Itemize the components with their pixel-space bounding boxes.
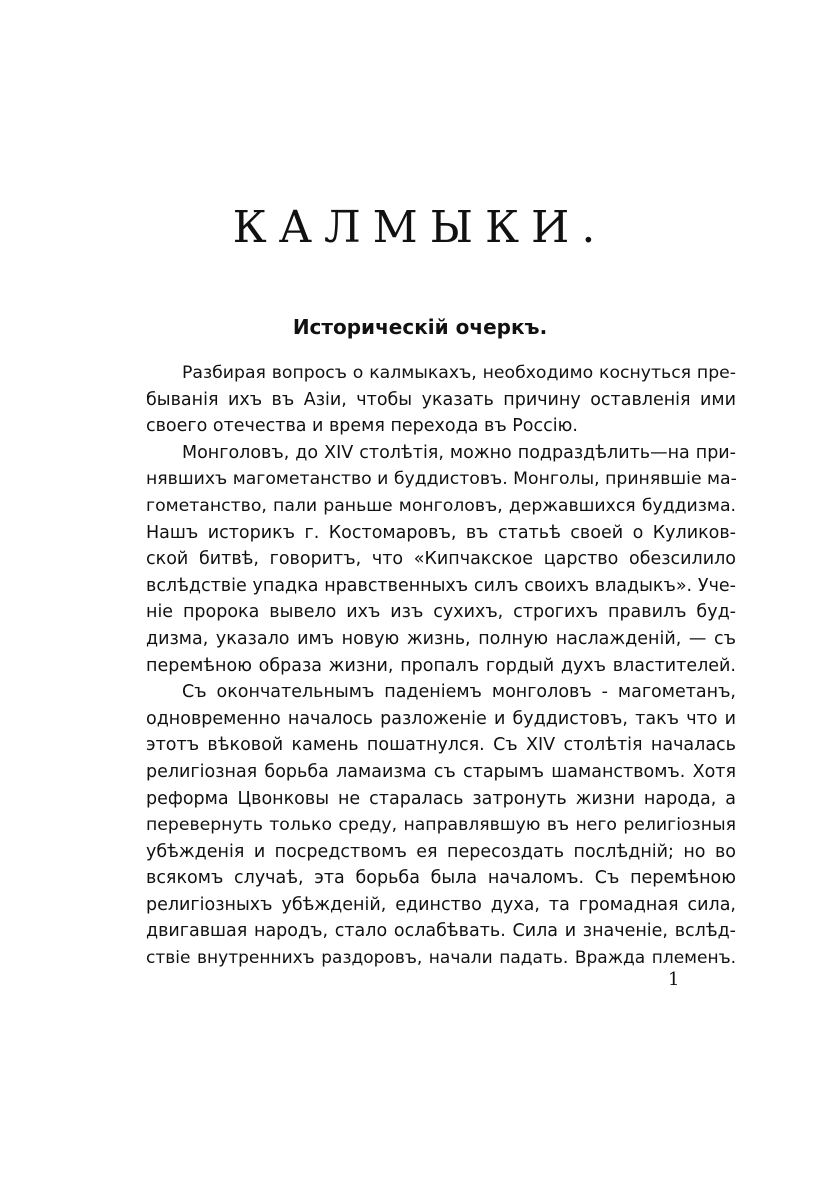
- text-line: всякомъ случаѣ, эта борьба была началомъ. Съ перемѣною: [146, 868, 736, 889]
- page-number: 1: [668, 969, 680, 990]
- text-line: реформа Цвонковы не старалась затронуть жизни народа, а: [146, 788, 736, 809]
- text-line: гометанство, пали раньше монголовъ, державшихся буддизма.: [146, 495, 736, 516]
- text-line: религіозная борьба ламаизма съ старымъ шаманствомъ. Хотя: [146, 761, 736, 782]
- text-line: ніе пророка вывело ихъ изъ сухихъ, строгихъ правилъ буд-: [146, 602, 736, 623]
- text-line: своего отечества и время перехода въ Россію.: [146, 416, 578, 437]
- text-line: ской битвѣ, говоритъ, что «Кипчакское царство обезсилило: [146, 549, 736, 570]
- text-line: вслѣдствіе упадка нравственныхъ силъ своихъ владыкъ». Уче-: [146, 575, 736, 596]
- text-line: дизма, указало имъ новую жизнь, полную наслажденій, — съ: [146, 628, 736, 649]
- text-line: ствіе внутреннихъ раздоровъ, начали падать. Вражда племенъ.: [146, 948, 736, 969]
- text-line: религіозныхъ убѣжденій, единство духа, та громадная сила,: [146, 894, 736, 915]
- text-line: этотъ вѣковой камень пошатнулся. Съ XIV столѣтія началась: [146, 735, 736, 756]
- text-line: убѣжденія и посредствомъ ея пересоздать послѣдній; но во: [146, 841, 736, 862]
- text-line: Съ окончательнымъ паденіемъ монголовъ - магометанъ,: [182, 682, 736, 703]
- text-line: Нашъ историкъ г. Костомаровъ, въ статьѣ своей о Куликов-: [146, 522, 736, 543]
- text-line: нявшихъ магометанство и буддистовъ. Монголы, принявшіе ма-: [146, 469, 737, 490]
- text-line: быванія ихъ въ Азіи, чтобы указать причину оставленія ими: [146, 389, 736, 410]
- body-text: [146, 360, 736, 972]
- text-line: перевернуть только среду, направлявшую въ него религіозныя: [146, 815, 736, 836]
- text-line: Разбирая вопросъ о калмыкахъ, необходимо коснуться пре-: [182, 363, 736, 383]
- section-subtitle: Историческій очеркъ.: [292, 315, 548, 339]
- text-line: одновременно началось разложеніе и буддистовъ, такъ что и: [146, 708, 736, 729]
- text-line: двигавшая народъ, стало ослабѣвать. Сила и значеніе, вслѣд-: [146, 921, 736, 942]
- text-line: перемѣною образа жизни, пропалъ гордый духъ властителей.: [146, 655, 736, 676]
- page-title: КАЛМЫКИ.: [232, 202, 608, 253]
- text-line: Монголовъ, до XIV столѣтія, можно подраздѣлить—на при-: [182, 442, 736, 463]
